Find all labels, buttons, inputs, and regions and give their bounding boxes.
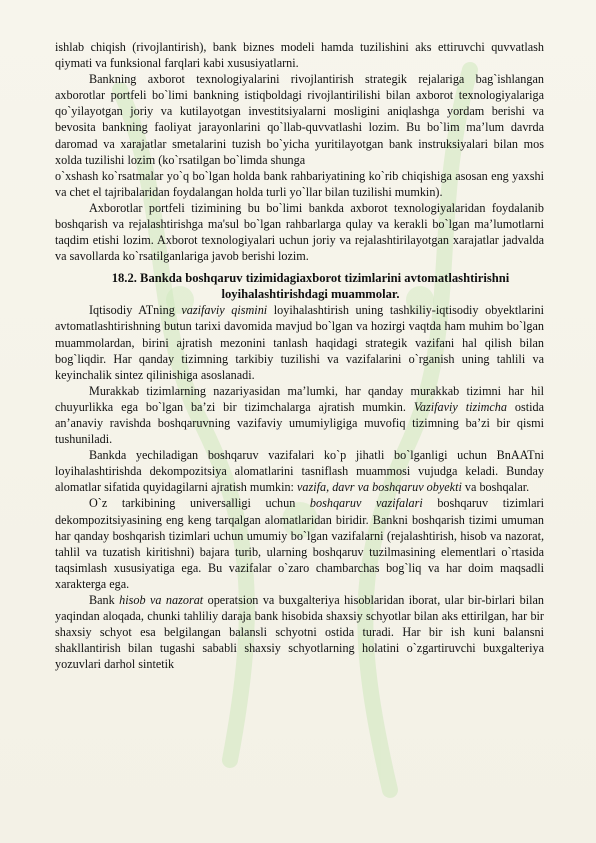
italic-term: boshqaruv vazifalari: [309, 496, 423, 511]
paragraph: ishlab chiqish (rivojlantirish), bank biznes modeli hamda tuzilishini aks ettiruvchi quvvatlash qiymati va funksional farqlari kabi xususiyatlarni.: [55, 40, 544, 71]
paragraph: Bankning axborot texnologiyalarini rivojlantirish strategik rejalariga bag`ishlangan axborotlar portfeli bo`limi bankning istiqboldagi rivojlantirilishi bilan axborot texnologiyalariga qo`yilayotgan joriy va kutilayotgan investitsiyalarni mosligini aniqlashga yordam berishi va bevosita bankning faoliyat jarayonlarini qo`llab-quvvatlashi lozim. Bu bo`lim ma’lum davrda daromad va xarajatlar smetalarini tuzish bo`yicha yuritilayotgan bank instruksiyalari bilan mos xolda tuzilishi lozim (ko`rsatilgan bo`limda shunga: [55, 72, 544, 167]
text-run: operatsion va buxgalteriya hisoblaridan iborat, ular bir-birlari bilan yaqindan aloqada, chunki tahliliy daraja bank hisobida shaxsiy schyotlar bilan aks ettirilgan, har bir shaxsiy schyot esa belgilangan balansli schyotni ostida turadi. Har bir ish kuni balansni shakllantirish bilan tugashi sababli shaxsiy schyotlarning holatini o`zgartiruvchi buxgalteriya yozuvlari darhol sintetik: [55, 593, 544, 672]
paragraph: [55, 592, 544, 672]
text-run: ostida an’anaviy ravishda boshqaruvning vazifaviy umumiyligiga muvofiq tizimning ba’zi bir qismi tushuniladi.: [55, 399, 544, 447]
text-run: Bankda yechiladigan boshqaruv vazifalari ko`p jihatli bo`lganligi uchun BnAATni loyihalashtirishda dekompozitsiya alomatlarini tasniflash muammosi vujudga keladi. Bunday alomatlar sifatida quyidagilarni ajratish mumkin:: [55, 448, 544, 495]
text-run: va boshqalar.: [461, 480, 530, 495]
paragraph: [55, 302, 544, 382]
italic-term: Vazifaviy tizimcha: [413, 399, 507, 414]
text-run: O`z tarkibining universalligi uchun: [89, 496, 310, 511]
paragraph: o`xshash ko`rsatmalar yo`q bo`lgan holda bank rahbariyatining ko`rib chiqishiga asosan eng yaxshi va chet el tajribalaridan foydalangan holda turli yo`llar bilan tuzilishi mumkin).: [55, 168, 544, 199]
text-run: loyihalashtirish uning tashkiliy-iqtisodiy obyektlarini avtomatlashtirishning butun tarixi davomida mavjud bo`lgan va hozirgi vaqtda ham muhim bo`lgan muammolardan, birini ajratish mezonini tanlash haqidagi strategik vazifani hal qilish bilan bog`liqdir. Har qanday tizimning tarkibiy tuzilishi va vazifalarini o`rganish uning tahlili va keyinchalik sintez qilinishiga asoslanadi.: [55, 303, 544, 382]
paragraph: [55, 383, 544, 447]
text-run: Bank: [89, 593, 120, 607]
paragraph: Axborotlar portfeli tizimining bu bo`limi bankda axborot texnologiyalaridan foydalanib boshqarish va rejalashtirishga ma'sul bo`lgan rahbarlarga qulay va kerakli bo`lgan ma’lumotlarni taqdim etishi lozim. Axborot texnologiyalari uchun joriy va rejalashtirilayotgan xarajatlar jadvalda va savollarda ko`rsatilganlariga javob berishi lozim.: [55, 200, 544, 264]
italic-term: vazifa, davr va boshqaruv obyekti: [297, 480, 462, 495]
text-run: Iqtisodiy ATning: [89, 303, 182, 318]
document-body: [55, 39, 544, 672]
text-run: Murakkab tizimlarning nazariyasidan ma’lumki, har qanday murakkab tizimni har hil chuyurlikka ega bo`lgan ba’zi bir tizimchalarga ajratish mumkin.: [55, 383, 544, 414]
text-run: boshqaruv tizimlari dekompozitsiyasining eng keng tarqalgan alomatlaridan biridir. Bankni boshqarish tizimi umuman har qanday boshqarish tizimlari uchun umumiy bo`lgan vazifalarni (rejalashtirish, hisob va nazorat, tahlil va tuzatish kiritishni) bajara turib, ularning boshqaruv tuzilmasining elementlari o`rtasida taqsimlash xususiyatiga ega. Bu vazifalar o`zaro chambarchas bog`liq va har doim maqsadli xarakterga ega.: [55, 496, 545, 591]
italic-term: vazifaviy qismini: [181, 303, 268, 318]
paragraph: [55, 447, 544, 495]
italic-term: hisob va nazorat: [119, 593, 204, 607]
section-heading: 18.2. Bankda boshqaruv tizimidagiaxborot tizimlarini avtomatlashtirishni loyihalashtirishdagi muammolar.: [111, 271, 510, 302]
paragraph: [55, 495, 544, 592]
